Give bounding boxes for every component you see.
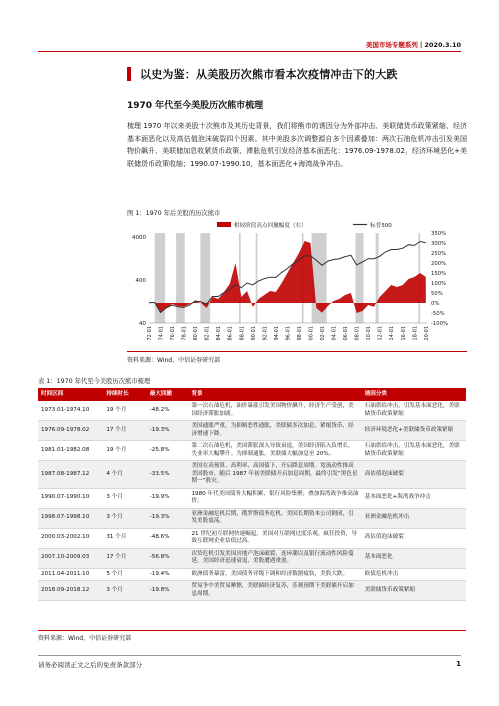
bear-period-band [376,233,379,323]
cell-background: 1980 年代美国债务大幅积累、银行风险集聚；叠加海湾战争推高油价。 [188,488,361,508]
cell-drawdown: -19.9% [147,488,189,508]
cell-background: 欧洲债务暴雷，美国债务评级下调和经济数据疲软，美股大跌。 [188,568,361,581]
cell-duration: 17 个月 [103,421,146,441]
right-axis-tick: 150% [431,271,447,277]
x-axis-tick: 74-01 [158,326,165,341]
x-axis-tick: 90-01 [250,326,257,341]
bear-period-band [176,233,185,323]
x-axis-tick: 02-01 [320,326,327,341]
table-caption: 表 1：1970 年代至今美股历次熊市梳理 [38,378,151,385]
cell-drawdown: -19.4% [147,568,189,581]
x-axis-tick: 82-01 [204,326,211,341]
disclaimer: 请务必阅读正文之后的免责条款部分 [38,661,142,669]
drawdown-area [149,241,426,313]
legend-label-drawdown: 相较阶段高点回撤幅度（右） [234,223,307,229]
report-header [366,40,461,49]
table-divider [38,630,466,631]
bear-period-band [200,233,210,323]
x-axis-tick: 08-01 [354,326,361,341]
x-axis-tick: 16-01 [400,326,407,341]
header-divider [38,51,461,52]
cell-drawdown: -19.3% [147,421,189,441]
cell-background: 美国通胀严重，为抑制恶性通胀，美联储多次加息，紧缩货币，经济增速下降。 [188,421,361,441]
x-axis-tick: 18-01 [412,326,419,341]
cell-drawdown: -19.3% [147,508,189,528]
table-row [38,401,466,421]
cell-drawdown: -48.2% [147,401,189,421]
bear-market-table [38,388,466,601]
col-header-cause: 诱因分类 [362,388,466,401]
table-row [38,488,466,508]
table-row [38,528,466,548]
cell-cause: 美联储货币政策紧缩 [362,581,466,601]
x-axis-tick: 86-01 [227,326,234,341]
cell-drawdown: -25.8% [147,441,189,461]
title-accent-bar [127,67,131,81]
x-axis-tick: 00-01 [308,326,315,341]
right-axis-tick: -50% [431,311,445,317]
cell-drawdown: -33.5% [147,461,189,489]
x-axis-tick: 76-01 [170,326,177,341]
cell-period: 1981.01-1982.08 [38,441,103,461]
x-axis-tick: 20-01 [423,326,430,341]
table-source: 资料来源：Wind，中信证券研究部 [38,635,132,642]
cell-background: 美国在高预算、高利率、高国债下，开启降息周期。宽流动性推高美国股市，随后 1987 年初美联储开启加息周期，最终引发“黑色星期一”股灾。 [188,461,361,489]
cell-period: 2007.10-2009.03 [38,548,103,568]
cell-period: 2011.04-2011.10 [38,568,103,581]
right-axis-tick: 0% [431,301,440,307]
col-header-drawdown: 最大回撤 [147,388,189,401]
table-row [38,441,466,461]
legend-swatch-drawdown [217,222,231,227]
cell-background: 21 世纪初互联网快速崛起，美国对互联网过度乐观，疯狂投资，导致互联网企业估值过高。 [188,528,361,548]
cell-duration: 3 个月 [103,488,146,508]
left-axis-tick: 40 [139,321,146,327]
cell-period: 2018.09-2018.12 [38,581,103,601]
chart-svg [127,219,467,341]
report-series: 美国市场专题系列 [365,41,418,49]
col-header-period: 时间区间 [38,388,103,401]
page-number: 1 [456,660,461,668]
table-row [38,568,466,581]
cell-duration: 3 个月 [103,581,146,601]
cell-background: 贸易争中美贸易摩擦，美联储经济复苏，乐观预期下美联储开启加息周期。 [188,581,361,601]
right-axis-tick: 200% [431,261,447,267]
x-axis-tick: 14-01 [389,326,396,341]
x-axis-tick: 04-01 [331,326,338,341]
right-axis-tick: 100% [431,281,447,287]
legend-label-sp500: 标普500 [370,223,392,229]
table-row [38,581,466,601]
table-row [38,421,466,441]
table-row [38,508,466,528]
x-axis-tick: 96-01 [285,326,292,341]
x-axis-tick: 94-01 [273,326,280,341]
header-separator: 丨 [417,41,425,49]
col-header-background: 背景 [188,388,361,401]
cell-cause: 基本面恶化+海湾战争冲击 [362,488,466,508]
bear-period-band [239,233,241,323]
cell-duration: 5 个月 [103,568,146,581]
right-axis-tick: 350% [431,231,447,237]
right-axis-tick: 50% [431,291,443,297]
cell-period: 1990.07-1990.10 [38,488,103,508]
cell-background: 第二次石油危机，美国滞胀深入导致衰退，美国经济陷入负增长，失业率大幅攀升。为抑制通胀，美联储大幅加息至 20%。 [188,441,361,461]
page-title: 以史为鉴：从美股历次熊市看本次疫情冲击下的大跌 [140,68,398,81]
cell-cause: 石油供给冲击，引发基本面恶化，美联储货币政策紧缩 [362,401,466,421]
cell-period: 1987.08-1987.12 [38,461,103,489]
figure-divider [127,351,467,352]
x-axis-tick: 92-01 [262,326,269,341]
cell-drawdown: -19.8% [147,581,189,601]
cell-duration: 17 个月 [103,548,146,568]
cell-duration: 31 个月 [103,528,146,548]
right-axis-tick: 300% [431,241,447,247]
cell-cause: 基本面恶化 [362,548,466,568]
bear-period-band [256,233,258,323]
x-axis-tick: 72-01 [147,326,153,341]
left-axis-tick: 4000 [132,235,146,241]
right-axis-tick: -100% [431,321,449,327]
right-axis-tick: 250% [431,251,447,257]
cell-background: 次贷危机引发美国房地产泡沫破裂，连环潮以及银行流动性风险蔓延，美国经济迅速衰退，美股遭遇重创。 [188,548,361,568]
x-axis-tick: 12-01 [377,326,384,341]
cell-cause: 高估值泡沫破裂 [362,461,466,489]
cell-period: 1998.07-1998.10 [38,508,103,528]
cell-drawdown: -56.8% [147,548,189,568]
cell-period: 1976.09-1978.02 [38,421,103,441]
cell-background: 第一次石油危机，油价暴涨引发美国物价飙升，经济生产受创，美国经济滞胀加剧。 [188,401,361,421]
figure-source: 资料来源：Wind，中信证券研究部 [127,357,221,364]
x-axis-tick: 98-01 [296,326,303,341]
cell-duration: 4 个月 [103,461,146,489]
bear-market-chart [127,219,467,341]
cell-duration: 19 个月 [103,441,146,461]
cell-background: 亚洲金融危机后期，俄罗斯债务危机、美国长期资本公司倒闭，引发美股震荡。 [188,508,361,528]
table-row [38,548,466,568]
x-axis-tick: 84-01 [216,326,223,341]
cell-cause: 石油供给冲击，引发基本面恶化，美联储货币政策紧缩 [362,441,466,461]
col-header-duration: 持续时长 [103,388,146,401]
x-axis-tick: 06-01 [343,326,350,341]
section-heading: 1970 年代至今美股历次熊市梳理 [127,101,264,111]
cell-cause: 经济环境恶化+美联储货币政策紧缩 [362,421,466,441]
table-row [38,461,466,489]
cell-period: 1973.01-1974.10 [38,401,103,421]
cell-duration: 19 个月 [103,401,146,421]
cell-cause: 高估值泡沫破裂 [362,528,466,548]
report-date: 2020.3.10 [424,41,461,49]
table-header-row [38,388,466,401]
x-axis-tick: 88-01 [239,326,246,341]
cell-drawdown: -48.6% [147,528,189,548]
footer-divider [38,655,461,656]
cell-cause: 欧债危机冲击 [362,568,466,581]
body-paragraph: 梳理 1970 年以来美股十次熊市及其历史背景，我们将熊市的诱因分为外部冲击、美联储货币政策紧缩、经济基本面恶化以及高估值泡沫破裂四个因素。其中美股多次调整源自多个因素叠加：两次石油危机冲击引发美国物价飙升、美联储加息收紧货币政策、滞胀危机引发经济基本面恶化：1976.09-1978.02，经济环境恶化+美联储货币政策收缩；1990.07-1990.10，基本面恶化+海湾战争冲击。 [127,122,467,168]
x-axis-tick: 10-01 [366,326,373,341]
x-axis-tick: 78-01 [181,326,188,341]
cell-period: 2000.03-2002.10 [38,528,103,548]
figure-caption: 图 1：1970 年后美股的历次熊市 [127,210,221,217]
cell-duration: 3 个月 [103,508,146,528]
x-axis-tick: 80-01 [193,326,200,341]
left-axis-tick: 400 [135,278,146,284]
cell-cause: 亚洲金融危机冲击 [362,508,466,528]
